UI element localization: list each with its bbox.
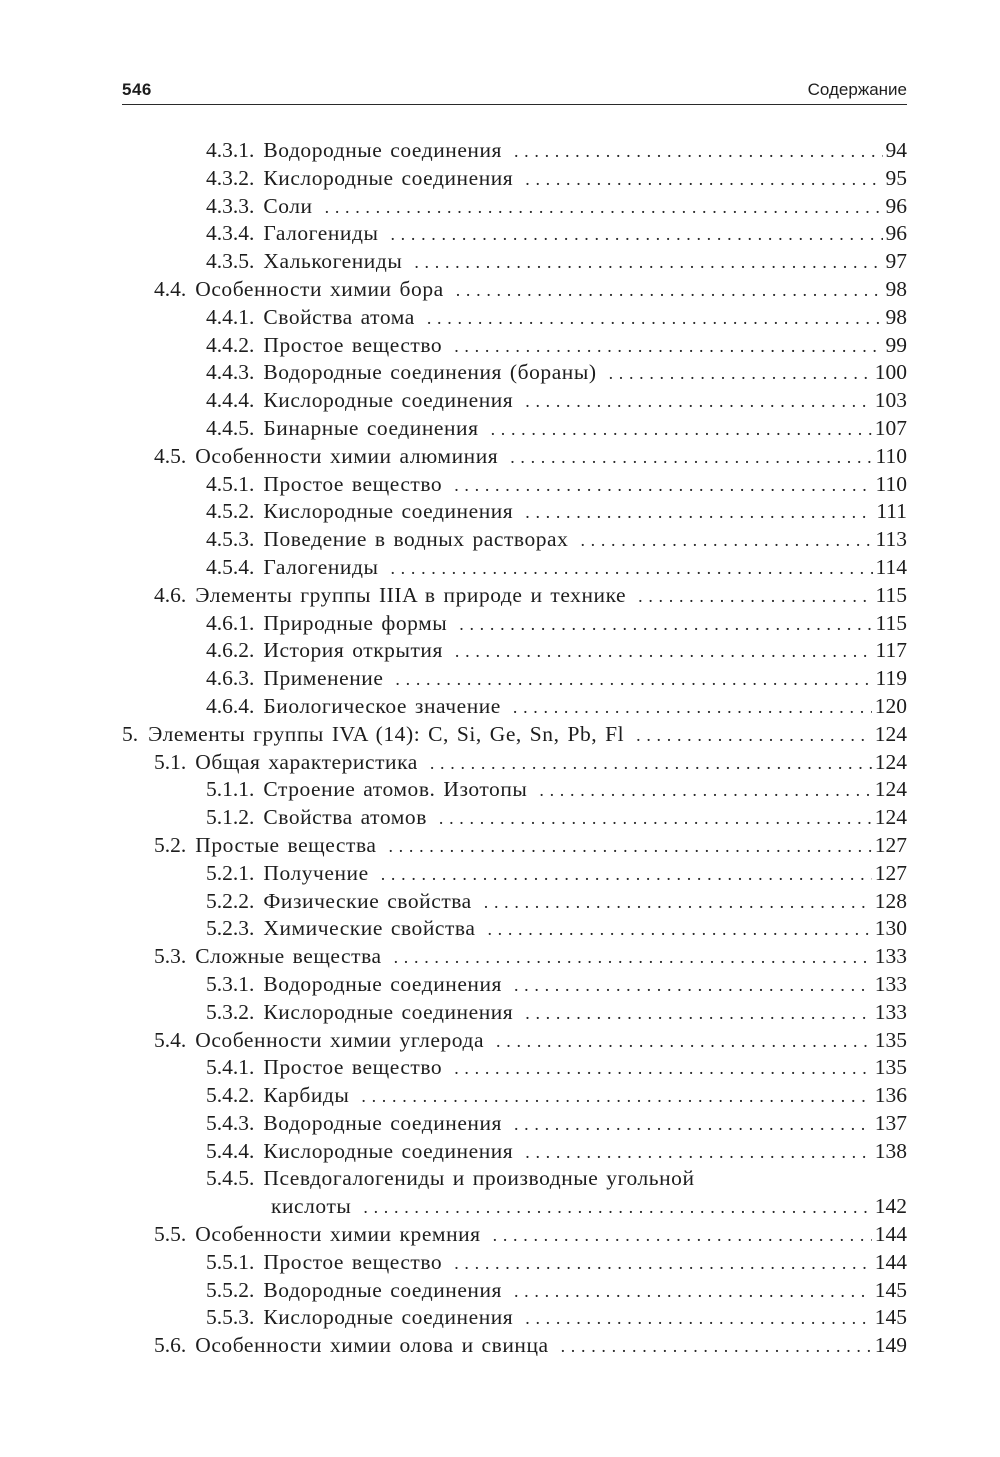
dot-leader xyxy=(510,444,872,472)
toc-entry-number: 5.3.1. xyxy=(206,971,255,996)
toc-entry-number: 4.3.5. xyxy=(206,249,255,274)
dot-leader xyxy=(390,221,882,249)
dot-leader xyxy=(636,722,872,750)
toc-entry-page: 142 xyxy=(874,1194,907,1219)
toc-entry-title: Общая характеристика xyxy=(195,749,418,774)
dot-leader xyxy=(430,750,872,778)
toc-entry xyxy=(122,276,907,304)
toc-entry xyxy=(122,193,907,221)
toc-entry-title: Кислородные соединения xyxy=(263,499,514,524)
toc-entry-number: 4.4.5. xyxy=(206,415,255,440)
toc-entry-page: 111 xyxy=(876,499,907,524)
dot-leader xyxy=(454,1250,872,1278)
toc-entry xyxy=(122,1277,907,1305)
toc-entry-number: 4.5. xyxy=(154,443,187,468)
toc-entry-title: Сложные вещества xyxy=(195,944,382,969)
dot-leader xyxy=(454,472,872,500)
toc-entry xyxy=(122,137,907,165)
toc-entry-title: Водородные соединения xyxy=(263,1110,502,1135)
toc-entry-page: 144 xyxy=(874,1249,907,1274)
toc-entry xyxy=(122,665,907,693)
toc-entry xyxy=(122,471,907,499)
dot-leader xyxy=(459,611,872,639)
toc-entry-title: Водородные соединения xyxy=(263,1277,502,1302)
toc-entry-page: 127 xyxy=(874,860,907,885)
toc-entry-page: 98 xyxy=(885,276,907,301)
toc-entry-page: 99 xyxy=(885,332,907,357)
toc-entry-number: 4.5.2. xyxy=(206,499,255,524)
toc-entry-title: Элементы группы IIIA в природе и технике xyxy=(195,582,627,607)
toc-entry-page: 138 xyxy=(874,1138,907,1163)
toc-entry-title: Галогениды xyxy=(263,554,379,579)
dot-leader xyxy=(525,1000,872,1028)
toc-entry xyxy=(122,1221,907,1249)
toc-entry-page: 145 xyxy=(874,1277,907,1302)
toc-entry-number: 5.4.5. xyxy=(206,1166,255,1191)
toc-entry-page: 144 xyxy=(874,1222,907,1247)
dot-leader xyxy=(439,805,872,833)
toc-entry xyxy=(122,1110,907,1138)
toc-entry-number: 5.4. xyxy=(154,1027,187,1052)
dot-leader xyxy=(487,916,871,944)
toc-entry xyxy=(122,1054,907,1082)
dot-leader xyxy=(513,694,872,722)
dot-leader xyxy=(580,527,872,555)
toc-entry-number: 4.4.3. xyxy=(206,360,255,385)
toc-entry xyxy=(122,415,907,443)
toc-entry-title: Поведение в водных растворах xyxy=(263,527,569,552)
toc-entry-title: Простое вещество xyxy=(263,332,443,357)
toc-entry-page: 114 xyxy=(875,554,907,579)
toc-entry xyxy=(122,220,907,248)
toc-entry-title: Химические свойства xyxy=(263,916,476,941)
toc-entry-page: 97 xyxy=(885,249,907,274)
dot-leader xyxy=(525,499,873,527)
toc-entry xyxy=(122,332,907,360)
toc-entry-title: Водородные соединения xyxy=(263,971,502,996)
toc-entry xyxy=(122,915,907,943)
toc-entry-page: 135 xyxy=(874,1055,907,1080)
toc-entry-page: 127 xyxy=(874,832,907,857)
toc-entry xyxy=(122,165,907,193)
dot-leader xyxy=(427,305,883,333)
toc-entry-number: 5.5. xyxy=(154,1222,187,1247)
toc-entry-title: Особенности химии алюминия xyxy=(195,443,499,468)
dot-leader xyxy=(484,889,872,917)
toc-entry xyxy=(122,1165,907,1193)
toc-entry-number: 5.3. xyxy=(154,944,187,969)
toc-entry-number: 4.4. xyxy=(154,276,187,301)
toc-entry-title: Особенности химии углерода xyxy=(195,1027,485,1052)
toc-entry-number: 5.1.1. xyxy=(206,777,255,802)
toc-entry-number: 5.5.2. xyxy=(206,1277,255,1302)
toc-entry-title: Простое вещество xyxy=(263,471,443,496)
toc-entry-title: Элементы группы IVA (14): C, Si, Ge, Sn, Pb, Fl xyxy=(148,721,625,746)
dot-leader xyxy=(525,1305,872,1333)
dot-leader xyxy=(525,1139,872,1167)
toc-entry-number: 5.2.1. xyxy=(206,860,255,885)
toc-entry xyxy=(122,693,907,721)
toc-entry xyxy=(122,1138,907,1166)
toc-entry-number: 5.4.4. xyxy=(206,1138,255,1163)
toc-entry-title: Биологическое значение xyxy=(263,693,501,718)
toc-entry-number: 4.3.3. xyxy=(206,193,255,218)
dot-leader xyxy=(514,1111,872,1139)
toc-entry xyxy=(122,721,907,749)
toc-entry-number: 5.2.3. xyxy=(206,916,255,941)
toc-entry-title: Водородные соединения (бораны) xyxy=(263,360,597,385)
dot-leader xyxy=(455,638,873,666)
toc-entry-page: 96 xyxy=(885,221,907,246)
toc-entry-number: 5. xyxy=(122,721,139,746)
toc-entry-title: Псевдогалогениды и производные угольной xyxy=(263,1166,695,1191)
dot-leader xyxy=(609,360,872,388)
toc-entry-number: 4.4.4. xyxy=(206,388,255,413)
dot-leader xyxy=(456,277,883,305)
toc-entry-title: Особенности химии олова и свинца xyxy=(195,1333,549,1358)
toc-entry xyxy=(122,943,907,971)
toc-entry-title: Галогениды xyxy=(263,221,379,246)
dot-leader xyxy=(454,1055,872,1083)
dot-leader xyxy=(496,1028,872,1056)
toc-entry-title: Бинарные соединения xyxy=(263,415,479,440)
toc-entry xyxy=(122,387,907,415)
toc-entry xyxy=(122,1082,907,1110)
toc-entry-title: Свойства атомов xyxy=(263,805,427,830)
toc-entry-page: 135 xyxy=(874,1027,907,1052)
toc-entry-page: 145 xyxy=(874,1305,907,1330)
toc-entry-number: 4.4.1. xyxy=(206,304,255,329)
toc-entry-number: 5.6. xyxy=(154,1333,187,1358)
toc-entry-title: Кислородные соединения xyxy=(263,999,514,1024)
dot-leader xyxy=(514,138,883,166)
toc-entry-number: 4.3.4. xyxy=(206,221,255,246)
toc-entry xyxy=(122,359,907,387)
dot-leader xyxy=(394,944,872,972)
toc-entry-title: Особенности химии кремния xyxy=(195,1222,481,1247)
toc-entry xyxy=(122,776,907,804)
toc-entry-page: 133 xyxy=(874,971,907,996)
toc-entry xyxy=(122,804,907,832)
toc-entry-number: 4.5.1. xyxy=(206,471,255,496)
toc-entry-number: 5.5.3. xyxy=(206,1305,255,1330)
dot-leader xyxy=(325,194,883,222)
toc-entry-page: 128 xyxy=(874,888,907,913)
toc-entry xyxy=(122,610,907,638)
toc-entry-page: 96 xyxy=(885,193,907,218)
toc-entry-page: 110 xyxy=(875,471,907,496)
dot-leader xyxy=(491,416,872,444)
toc-entry-title: Кислородные соединения xyxy=(263,165,514,190)
toc-entry-number: 5.2. xyxy=(154,832,187,857)
running-title: Содержание xyxy=(807,80,907,99)
toc-entry-number: 5.5.1. xyxy=(206,1249,255,1274)
toc-entry-page: 110 xyxy=(875,443,907,468)
toc-entry-number: 4.6.1. xyxy=(206,610,255,635)
toc-entry-number: 4.5.4. xyxy=(206,554,255,579)
toc-entry-title: Соли xyxy=(263,193,313,218)
dot-leader xyxy=(525,166,882,194)
toc-entry-number: 4.6.2. xyxy=(206,638,255,663)
toc-entry-page: 120 xyxy=(874,693,907,718)
dot-leader xyxy=(361,1083,871,1111)
dot-leader xyxy=(381,861,872,889)
toc-entry xyxy=(122,637,907,665)
toc-entry-number: 4.6. xyxy=(154,582,187,607)
toc-entry-title: Природные формы xyxy=(263,610,448,635)
table-of-contents xyxy=(122,137,907,1360)
toc-entry-title-continuation: кислоты xyxy=(271,1194,352,1219)
dot-leader xyxy=(539,777,871,805)
toc-entry-page: 133 xyxy=(874,999,907,1024)
toc-entry-number: 5.3.2. xyxy=(206,999,255,1024)
toc-entry xyxy=(122,526,907,554)
toc-entry-number: 5.4.3. xyxy=(206,1110,255,1135)
dot-leader xyxy=(638,583,872,611)
toc-entry-number: 5.1. xyxy=(154,749,187,774)
toc-entry-title: Простое вещество xyxy=(263,1055,443,1080)
toc-entry-page: 115 xyxy=(875,582,907,607)
toc-entry-number: 4.6.4. xyxy=(206,693,255,718)
toc-entry-page: 113 xyxy=(875,527,907,552)
toc-entry-number: 5.2.2. xyxy=(206,888,255,913)
toc-entry-title: Водородные соединения xyxy=(263,138,502,162)
toc-entry xyxy=(122,1249,907,1277)
toc-entry xyxy=(122,1027,907,1055)
toc-entry xyxy=(122,248,907,276)
toc-entry-page: 124 xyxy=(874,805,907,830)
toc-entry-page: 149 xyxy=(874,1333,907,1358)
toc-entry-title: Карбиды xyxy=(263,1083,350,1108)
toc-entry-title: Физические свойства xyxy=(263,888,472,913)
page-header xyxy=(122,78,907,105)
toc-entry-page: 95 xyxy=(885,165,907,190)
dot-leader xyxy=(525,388,872,416)
toc-entry-title: Кислородные соединения xyxy=(263,388,514,413)
toc-entry-page: 133 xyxy=(874,944,907,969)
dot-leader xyxy=(363,1194,871,1222)
toc-entry-number: 5.4.2. xyxy=(206,1083,255,1108)
dot-leader xyxy=(493,1222,872,1250)
toc-entry-title: Свойства атома xyxy=(263,304,415,329)
toc-entry xyxy=(122,832,907,860)
dot-leader xyxy=(454,333,882,361)
toc-entry-number: 4.4.2. xyxy=(206,332,255,357)
dot-leader xyxy=(390,555,872,583)
toc-entry xyxy=(122,498,907,526)
toc-entry-continuation xyxy=(122,1193,907,1221)
toc-entry-title: Кислородные соединения xyxy=(263,1138,514,1163)
toc-entry-page: 124 xyxy=(874,777,907,802)
toc-entry-title: Особенности химии бора xyxy=(195,276,444,301)
toc-entry-title: Простое вещество xyxy=(263,1249,443,1274)
toc-entry-number: 4.5.3. xyxy=(206,527,255,552)
toc-entry-title: Строение атомов. Изотопы xyxy=(263,777,528,802)
toc-entry-number: 4.6.3. xyxy=(206,666,255,691)
toc-entry xyxy=(122,999,907,1027)
toc-entry-page: 136 xyxy=(874,1083,907,1108)
toc-entry-page: 130 xyxy=(874,916,907,941)
toc-entry xyxy=(122,888,907,916)
toc-entry-page: 117 xyxy=(875,638,907,663)
toc-entry-page: 103 xyxy=(874,388,907,413)
toc-entry-title: Простые вещества xyxy=(195,832,377,857)
toc-entry-number: 5.1.2. xyxy=(206,805,255,830)
toc-entry xyxy=(122,971,907,999)
toc-entry-page: 100 xyxy=(874,360,907,385)
dot-leader xyxy=(561,1333,872,1361)
toc-entry-page: 115 xyxy=(875,610,907,635)
toc-entry xyxy=(122,443,907,471)
dot-leader xyxy=(388,833,871,861)
toc-entry-title: Применение xyxy=(263,666,384,691)
toc-entry xyxy=(122,304,907,332)
toc-entry-page: 124 xyxy=(874,721,907,746)
toc-entry-title: Получение xyxy=(263,860,369,885)
dot-leader xyxy=(395,666,872,694)
toc-entry-page: 119 xyxy=(875,666,907,691)
dot-leader xyxy=(414,249,882,277)
toc-entry-page: 137 xyxy=(874,1110,907,1135)
toc-entry xyxy=(122,1332,907,1360)
toc-entry xyxy=(122,1304,907,1332)
toc-entry xyxy=(122,860,907,888)
toc-entry xyxy=(122,554,907,582)
toc-entry-page: 124 xyxy=(874,749,907,774)
toc-entry-page: 107 xyxy=(874,415,907,440)
toc-entry-title: История открытия xyxy=(263,638,443,663)
page-number: 546 xyxy=(122,80,152,99)
toc-entry-title: Кислородные соединения xyxy=(263,1305,514,1330)
toc-entry-number: 5.4.1. xyxy=(206,1055,255,1080)
toc-entry-number: 4.3.2. xyxy=(206,165,255,190)
dot-leader xyxy=(514,1278,872,1306)
toc-entry xyxy=(122,582,907,610)
toc-entry xyxy=(122,749,907,777)
dot-leader xyxy=(514,972,872,1000)
toc-entry-number: 4.3.1. xyxy=(206,138,255,162)
toc-entry-title: Халькогениды xyxy=(263,249,403,274)
toc-entry-page: 98 xyxy=(885,304,907,329)
toc-entry-page: 94 xyxy=(885,138,907,162)
